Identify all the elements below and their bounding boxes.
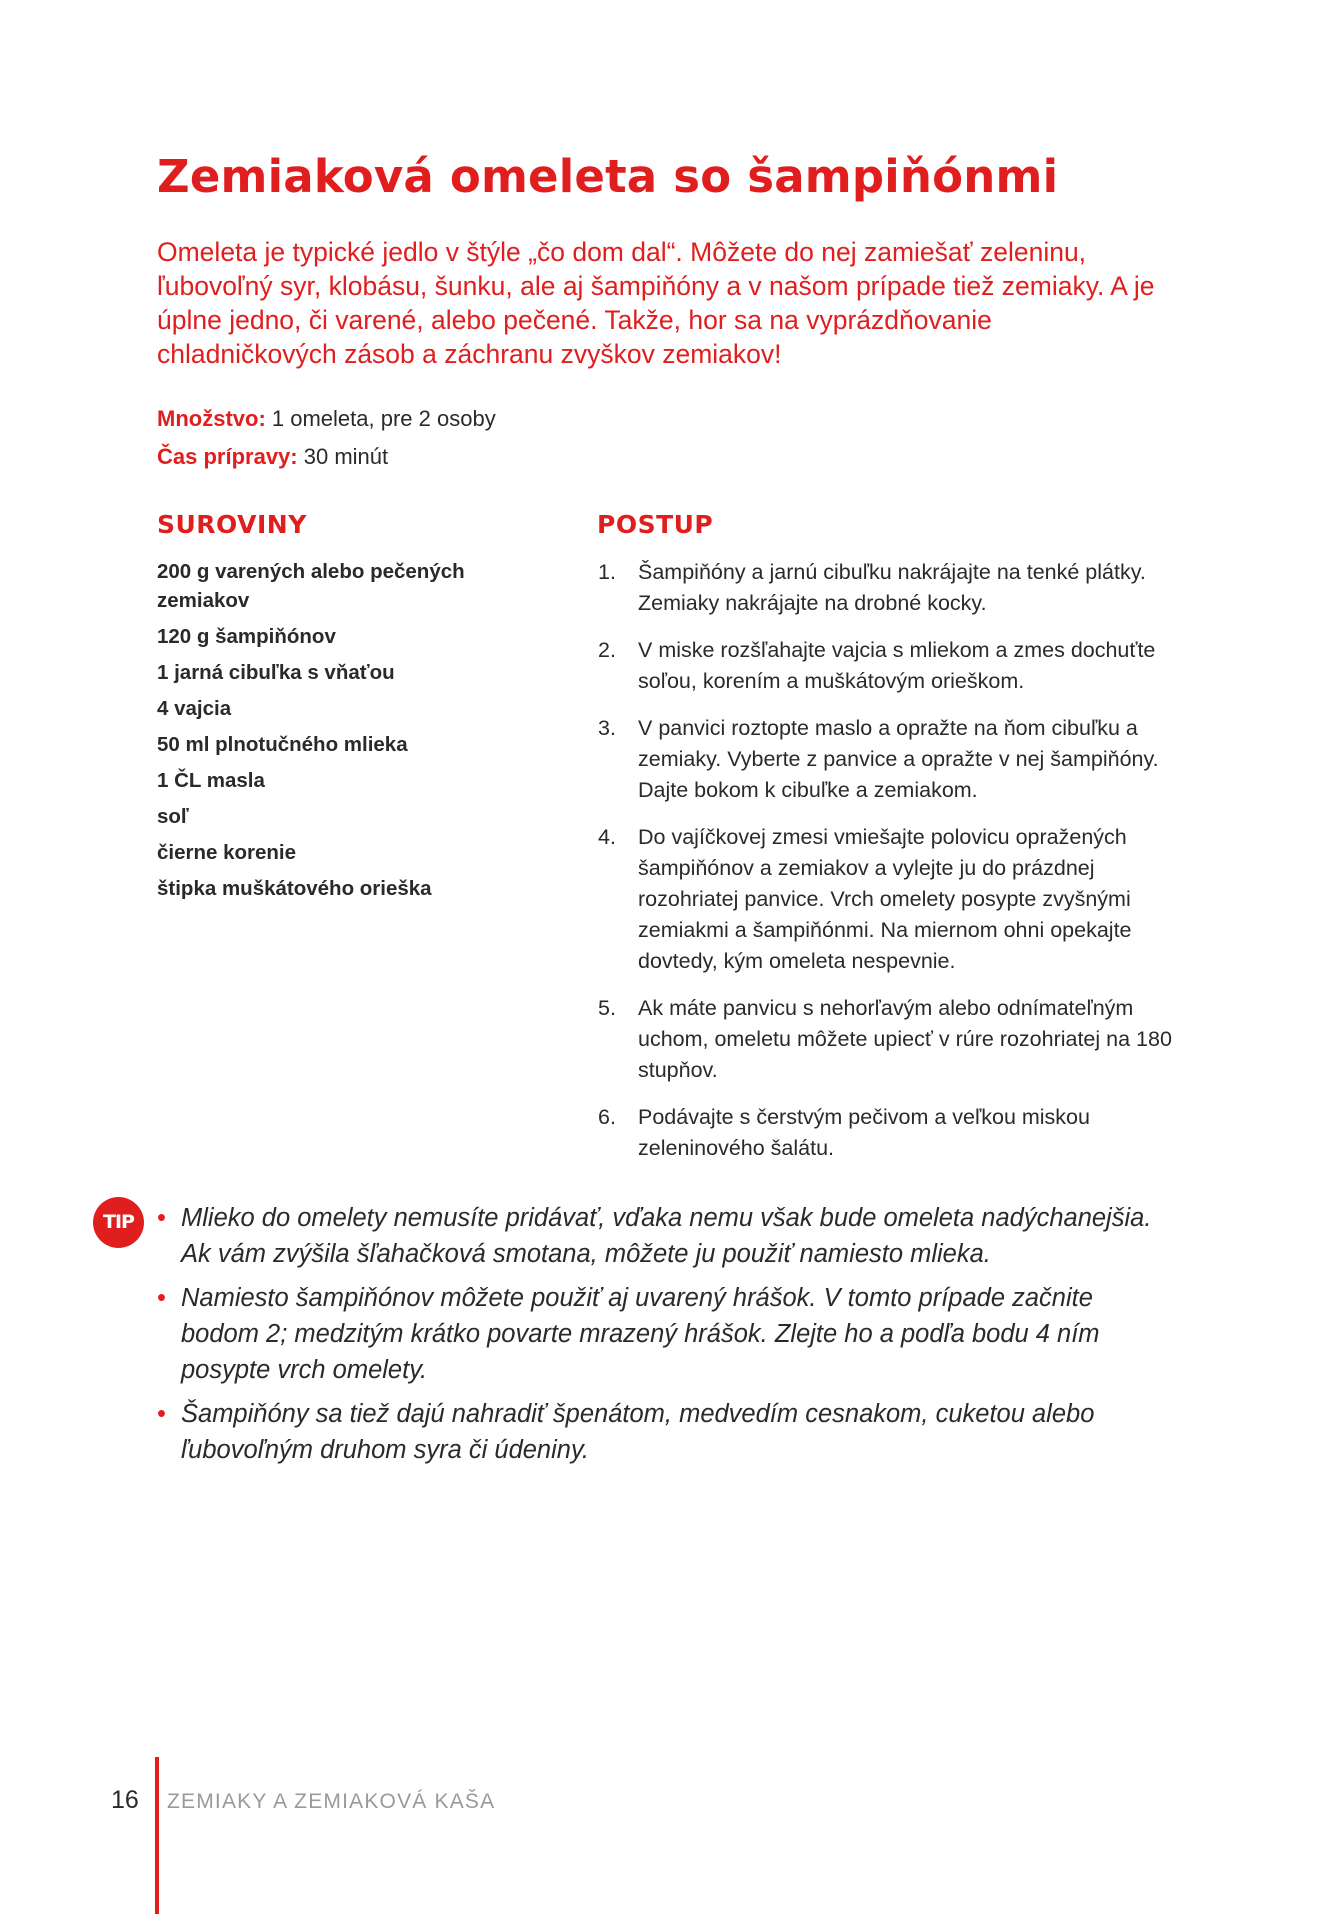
method-steps — [597, 557, 1197, 1180]
ingredient-item: 1 jarná cibuľka s vňaťou — [157, 661, 395, 684]
prep-time-row — [157, 438, 496, 476]
step-text: V panvici roztopte maslo a opražte na ňom cibuľku a zemiaky. Vyberte z panvice a opražte v nej šampiňóny. Dajte bokom k cibuľke a zemiakom. — [638, 716, 1159, 802]
ingredients-list — [157, 557, 557, 910]
step-text: Ak máte panvicu s nehorľavým alebo odnímateľným uchom, omeletu môžete upiecť v rúre rozohriatej na 180 stupňov. — [638, 996, 1172, 1082]
quantity-value: 1 omeleta, pre 2 osoby — [271, 406, 496, 431]
ingredient-item: 4 vajcia — [157, 697, 232, 720]
ingredient-item: 120 g šampiňónov — [157, 625, 336, 648]
step-number: 5. — [598, 996, 616, 1020]
recipe-intro: Omeleta je typické jedlo v štýle „čo dom dal“. Môžete do nej zamiešať zeleninu, ľubovoľný syr, klobásu, šunku, ale aj šampiňóny a v našom prípade tiež zemiaky. A je úplne jedno, či varené, alebo pečené. Takže, hor sa na vyprázdňovanie chladničkových zásob a záchranu zvyškov zemiakov! — [157, 237, 1155, 369]
method-heading: POSTUP — [597, 510, 714, 539]
step-text: Do vajíčkovej zmesi vmiešajte polovicu opražených šampiňónov a zemiakov a vylejte ju do prázdnej rozohriatej panvice. Vrch omelety posypte zvyšnými zemiakmi a šampiňónmi. Na miernom ohni opekajte dovtedy, kým omeleta nespevnie. — [638, 825, 1132, 973]
recipe-meta — [157, 400, 496, 476]
method-step — [597, 713, 1197, 806]
ingredient-item: soľ — [157, 805, 189, 828]
footer-divider — [155, 1757, 159, 1914]
tip-badge-icon: TIP — [93, 1197, 144, 1248]
step-number: 3. — [598, 716, 616, 740]
method-step — [597, 993, 1197, 1086]
ingredient-item: čierne korenie — [157, 841, 297, 864]
tips-list — [157, 1200, 1177, 1476]
prep-time-label: Čas prípravy: — [157, 444, 298, 469]
method-step — [597, 557, 1197, 619]
quantity-label: Množstvo: — [157, 406, 266, 431]
bullet-icon: • — [157, 1400, 166, 1428]
ingredients-heading: SUROVINY — [157, 510, 307, 539]
prep-time-value: 30 minút — [303, 444, 389, 469]
ingredient-item: štipka muškátového orieška — [157, 877, 432, 900]
ingredient-item: 200 g varených alebo pečených zemiakov — [157, 560, 465, 612]
tip-text: Šampiňóny sa tiež dajú nahradiť špenátom, medvedím cesnakom, cuketou alebo ľubovoľným druhom syra či údeniny. — [181, 1400, 1095, 1464]
tip-text: Namiesto šampiňónov môžete použiť aj uvarený hrášok. V tomto prípade začnite bodom 2; medzitým krátko povarte mrazený hrášok. Zlejte ho a podľa bodu 4 ním posypte vrch omelety. — [181, 1284, 1100, 1384]
method-step — [597, 635, 1197, 697]
quantity-row — [157, 400, 496, 438]
step-text: Šampiňóny a jarnú cibuľku nakrájajte na tenké plátky. Zemiaky nakrájajte na drobné kocky. — [638, 560, 1146, 615]
step-text: Podávajte s čerstvým pečivom a veľkou miskou zeleninového šalátu. — [638, 1105, 1090, 1160]
step-number: 4. — [598, 825, 616, 849]
ingredient-item: 50 ml plnotučného mlieka — [157, 733, 408, 756]
method-step — [597, 1102, 1197, 1164]
running-head: ZEMIAKY A ZEMIAKOVÁ KAŠA — [167, 1790, 496, 1813]
tip-item — [157, 1280, 1177, 1388]
step-number: 2. — [598, 638, 616, 662]
ingredient-item: 1 ČL masla — [157, 769, 265, 792]
step-number: 1. — [598, 560, 616, 584]
tip-text: Mlieko do omelety nemusíte pridávať, vďaka nemu však bude omeleta nadýchanejšia. Ak vám zvýšila šľahačková smotana, môžete ju použiť namiesto mlieka. — [181, 1204, 1152, 1268]
page-number: 16 — [111, 1786, 139, 1814]
tip-item — [157, 1200, 1177, 1272]
method-step — [597, 822, 1197, 977]
recipe-title: Zemiaková omeleta so šampiňónmi — [157, 150, 1059, 203]
step-text: V miske rozšľahajte vajcia s mliekom a zmes dochuťte soľou, korením a muškátovým orieškom. — [638, 638, 1156, 693]
tip-item — [157, 1396, 1177, 1468]
step-number: 6. — [598, 1105, 616, 1129]
bullet-icon: • — [157, 1204, 166, 1232]
bullet-icon: • — [157, 1284, 166, 1312]
